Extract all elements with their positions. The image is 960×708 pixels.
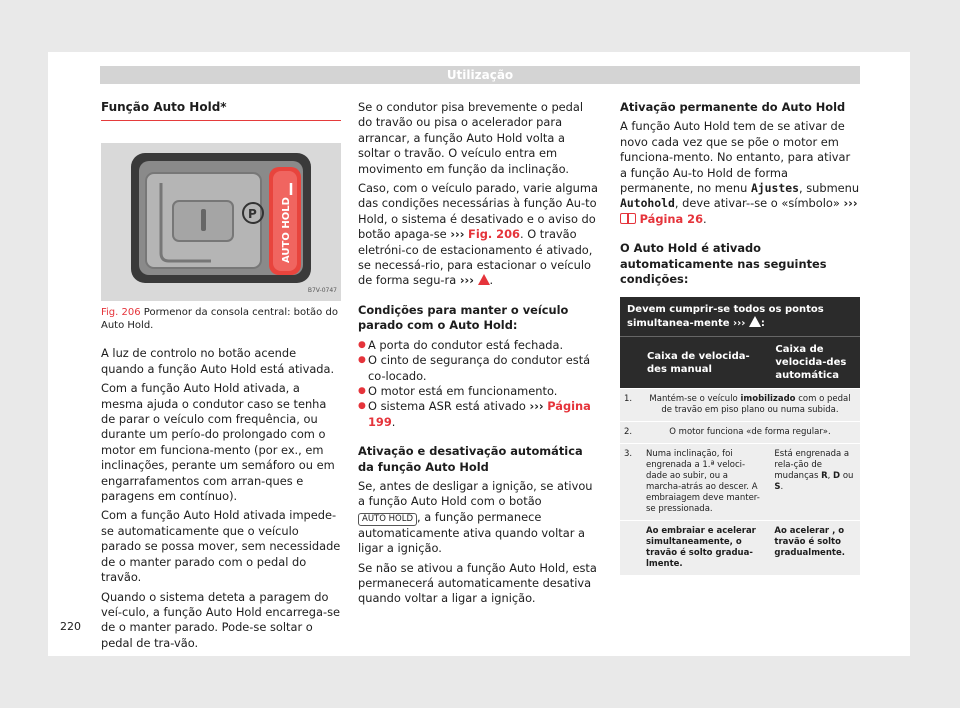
paragraph: Com a função Auto Hold ativada impede-se automaticamente que o veículo parado se possa mover, sem necessidade de o manter parado com o pedal do travão.: [101, 508, 341, 585]
text: ,: [827, 471, 831, 482]
list-item: ● A porta do condutor está fechada.: [358, 338, 600, 353]
paragraph: Se não se ativou a função Auto Hold, esta permanecerá automaticamente desativa quando voltar a ligar a ignição.: [358, 560, 597, 606]
text: Caso, com o veículo parado, varie alguma das condições necessárias à função Au-to Hold, o sistema é desativado e o aviso do botão apaga-se: [358, 181, 598, 242]
figure-link[interactable]: Fig. 206: [468, 227, 520, 242]
arrow-icon: ›››: [459, 273, 474, 288]
page-number: 220: [60, 620, 81, 633]
subheading: Condições para manter o veículo parado com o Auto Hold:: [358, 302, 569, 333]
text: , deve ativar--se o «símbolo»: [674, 196, 840, 211]
text: O sistema ASR está ativado: [368, 399, 526, 414]
row-number: 2.: [620, 422, 640, 444]
page-link[interactable]: Página 26: [639, 211, 704, 226]
paragraph: Se o condutor pisa brevemente o pedal do travão ou pisa o acelerador para arrancar, a função Auto Hold volta a soltar o travão. O veículo entra em movimento em função da inclinação.: [358, 100, 584, 176]
svg-text:P: P: [248, 207, 257, 222]
column-header: Caixa de velocida-des automática: [768, 337, 860, 389]
column-header: Caixa de velocida-des manual: [640, 337, 768, 389]
table-cell: [768, 444, 860, 521]
text: R: [821, 471, 828, 482]
paragraph: A luz de controlo no botão acende quando a função Auto Hold está ativada.: [101, 346, 335, 376]
page-link[interactable]: Página 199: [368, 399, 591, 429]
text: ou: [842, 471, 854, 482]
figure-code: B7V-0747: [307, 287, 337, 294]
row-number: 1.: [620, 389, 640, 422]
auto-hold-figure: [101, 143, 341, 301]
figure-ref: Fig. 206: [101, 307, 141, 319]
table-corner: [620, 337, 640, 389]
console-illustration: [101, 143, 341, 301]
column-1: [101, 100, 341, 655]
text: . O travão eletróni-co de estacionamento é ativado, se necessá-rio, para estacionar o veículo de forma segu-ra: [358, 227, 593, 288]
text: Mantém-se o veículo: [649, 394, 738, 405]
subheading: O Auto Hold é ativado automaticamente nas seguintes condições:: [620, 241, 827, 287]
section-header: Utilização: [100, 66, 860, 84]
column-2: [358, 100, 600, 611]
paragraph-with-key: [358, 479, 600, 557]
section-title: Função Auto Hold*: [101, 100, 341, 121]
table-row: [620, 389, 860, 422]
table-cell: Ao embraiar e acelerar simultaneamente, o travão é solto gradua-lmente.: [640, 521, 768, 576]
text: D: [833, 471, 841, 482]
arrow-icon: ›››: [733, 318, 746, 330]
list-item: ● O sistema ASR está ativado ››› Página 199.: [358, 399, 600, 430]
paragraph-with-reference: Caso, com o veículo parado, varie alguma das condições necessárias à função Au-to Hold, o sistema é desativado e o aviso do botão apaga-se ››› Fig. 206. O travão eletróni-co de estacionamento é ativado, se necessá-rio, para estacionar o veículo de forma segu-ra ››› .: [358, 181, 598, 288]
text: .: [780, 482, 784, 493]
menu-name: Ajustes: [750, 181, 799, 196]
list-item: ● O motor está em funcionamento.: [358, 384, 600, 399]
subheading: Ativação permanente do Auto Hold: [620, 100, 846, 114]
conditions-table: [620, 297, 860, 575]
figure-caption: [101, 307, 341, 332]
table-cell: Ao acelerar , o travão é solto gradualmente.: [768, 521, 860, 576]
subheading: Ativação e desativação automática da função Auto Hold: [358, 444, 583, 474]
text: A função Auto Hold tem de se ativar de novo cada vez que se põe o motor em funciona-mento. No entanto, para ativar a função Au-to Hold de forma permanente, no menu: [620, 119, 851, 196]
text: , submenu: [798, 181, 860, 196]
table-cell: O motor funciona «de forma regular».: [640, 422, 860, 444]
text: Se, antes de desligar a ignição, se ativou a função Auto Hold com o botão: [358, 478, 593, 509]
column-3: [620, 100, 860, 575]
paragraph: Com a função Auto Hold ativada, a mesma ajuda o condutor caso se tenha de parar o veículo com frequência, ou durante um perío-do prolongado com o motor em funciona-mento (por ex., em inclinações, perante um semáforo ou em engarrafamentos com arran-ques e paragens em contínuo).: [101, 381, 335, 504]
arrow-icon: ›››: [450, 227, 465, 242]
table-row: [620, 422, 860, 444]
table-row: [620, 444, 860, 521]
arrow-icon: ›››: [529, 399, 544, 414]
caption-text: Pormenor da consola central: botão do Auto Hold.: [101, 307, 338, 331]
paragraph: Quando o sistema deteta a paragem do veí-culo, a função Auto Hold encarrega-se de o manter parado. Pode-se soltar o pedal de tra-vão.: [101, 589, 341, 650]
table-title: Devem cumprir-se todos os pontos simultanea-mente ››› :: [620, 297, 860, 337]
text: S: [774, 482, 781, 493]
text: imobilizado: [740, 394, 796, 405]
warning-icon: [749, 316, 761, 327]
text: , a função permanece automaticamente ativa quando voltar a ligar a ignição.: [358, 509, 586, 556]
table-cell: [640, 389, 860, 422]
book-icon: [620, 213, 636, 224]
list-item: ● O cinto de segurança do condutor está co-locado.: [358, 353, 600, 384]
table-row: [620, 521, 860, 576]
row-number: [620, 521, 640, 576]
table-cell: Numa inclinação, foi engrenada a 1.ª veloci-dade ao subir, ou a marcha-atrás ao descer. A embraiagem deve manter-se pressionada.: [640, 444, 768, 521]
auto-hold-button-label: AUTO HOLD: [281, 197, 292, 264]
conditions-list: [358, 338, 600, 430]
arrow-icon: ›››: [843, 196, 858, 211]
warning-icon: [478, 274, 490, 285]
auto-hold-key: AUTO HOLD: [358, 513, 417, 526]
text: Devem cumprir-se todos os pontos simultanea-mente: [627, 304, 824, 330]
text: Está engrenada a rela-ção de mudanças: [774, 449, 850, 482]
paragraph-with-menu: A função Auto Hold tem de se ativar de novo cada vez que se põe o motor em funciona-mento. No entanto, para ativar a função Au-to Hold de forma permanente, no menu Ajustes, submenu Autohold, deve ativar--se o «símbolo» ››› Página 26.: [620, 119, 860, 226]
submenu-name: Autohold: [620, 196, 675, 211]
text: com o pedal de travão em piso plano ou numa subida.: [661, 394, 851, 416]
row-number: 3.: [620, 444, 640, 521]
